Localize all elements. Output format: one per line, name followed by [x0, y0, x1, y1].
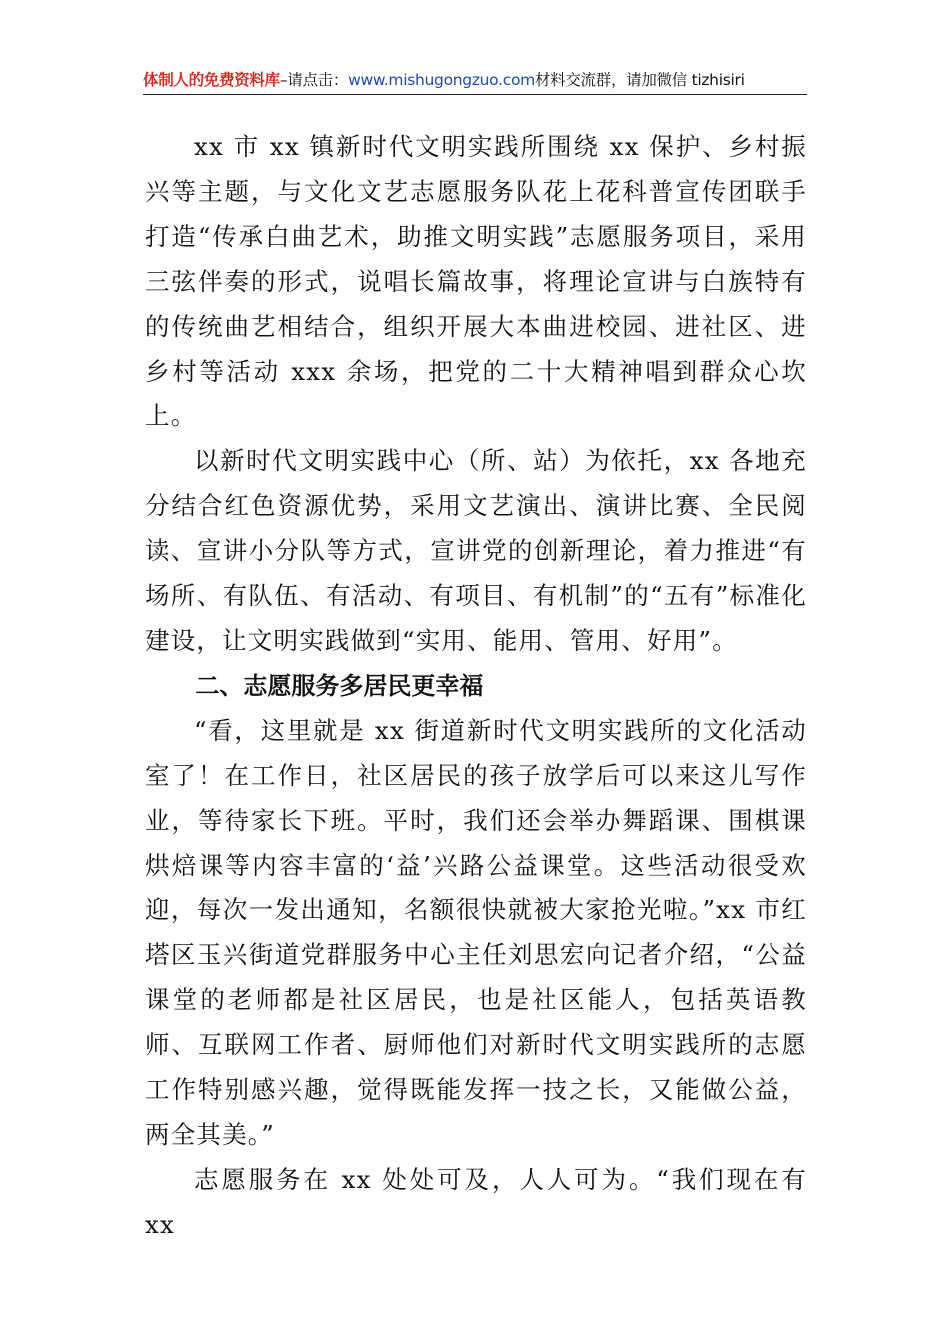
site-name: 体制人的免费资料库: [143, 71, 280, 89]
paragraph: 以新时代文明实践中心（所、站）为依托，xx 各地充分结合红色资源优势，采用文艺演出、演讲比赛、全民阅读、宣讲小分队等方式，宣讲党的创新理论，着力推进“有场所、有队伍、有活动、有项目、有机制”的“五有”标准化建设，让文明实践做到“实用、能用、管用、好用”。: [145, 446, 807, 655]
section-heading: 二、志愿服务多居民更幸福: [195, 671, 484, 700]
paragraph: “看，这里就是 xx 街道新时代文明实践所的文化活动室了！在工作日，社区居民的孩子放学后可以来这儿写作业，等待家长下班。平时，我们还会举办舞蹈课、围棋课烘焙课等内容丰富的‘益’兴路公益课堂。这些活动很受欢迎，每次一发出通知，名额很快就被大家抢光啦。”xx 市红塔区玉兴街道党群服务中心主任刘思宏向记者介绍，“公益课堂的老师都是社区居民，也是社区能人，包括英语教师、互联网工作者、厨师他们对新时代文明实践所的志愿工作特别感兴趣，觉得既能发挥一技之长，又能做公益，两全其美。”: [145, 715, 807, 1149]
document-body: [145, 125, 807, 1248]
paragraph: xx 市 xx 镇新时代文明实践所围绕 xx 保护、乡村振兴等主题，与文化文艺志愿服务队花上花科普宣传团联手打造“传承白曲艺术，助推文明实践”志愿服务项目，采用三弦伴奏的形式，说唱长篇故事，将理论宣讲与白族特有的传统曲艺相结合，组织开展大本曲进校园、进社区、进乡村等活动 xxx 余场，把党的二十大精神唱到群众心坎上。: [145, 132, 807, 431]
click-prompt: –请点击：: [279, 71, 349, 89]
contact-info: 材料交流群，请加微信 tizhisiri: [534, 71, 745, 89]
page-header: [143, 66, 807, 95]
paragraph: 志愿服务在 xx 处处可及，人人可为。“我们现在有 xx: [145, 1164, 807, 1239]
site-url-link[interactable]: www.mishugongzuo.com: [348, 71, 535, 89]
